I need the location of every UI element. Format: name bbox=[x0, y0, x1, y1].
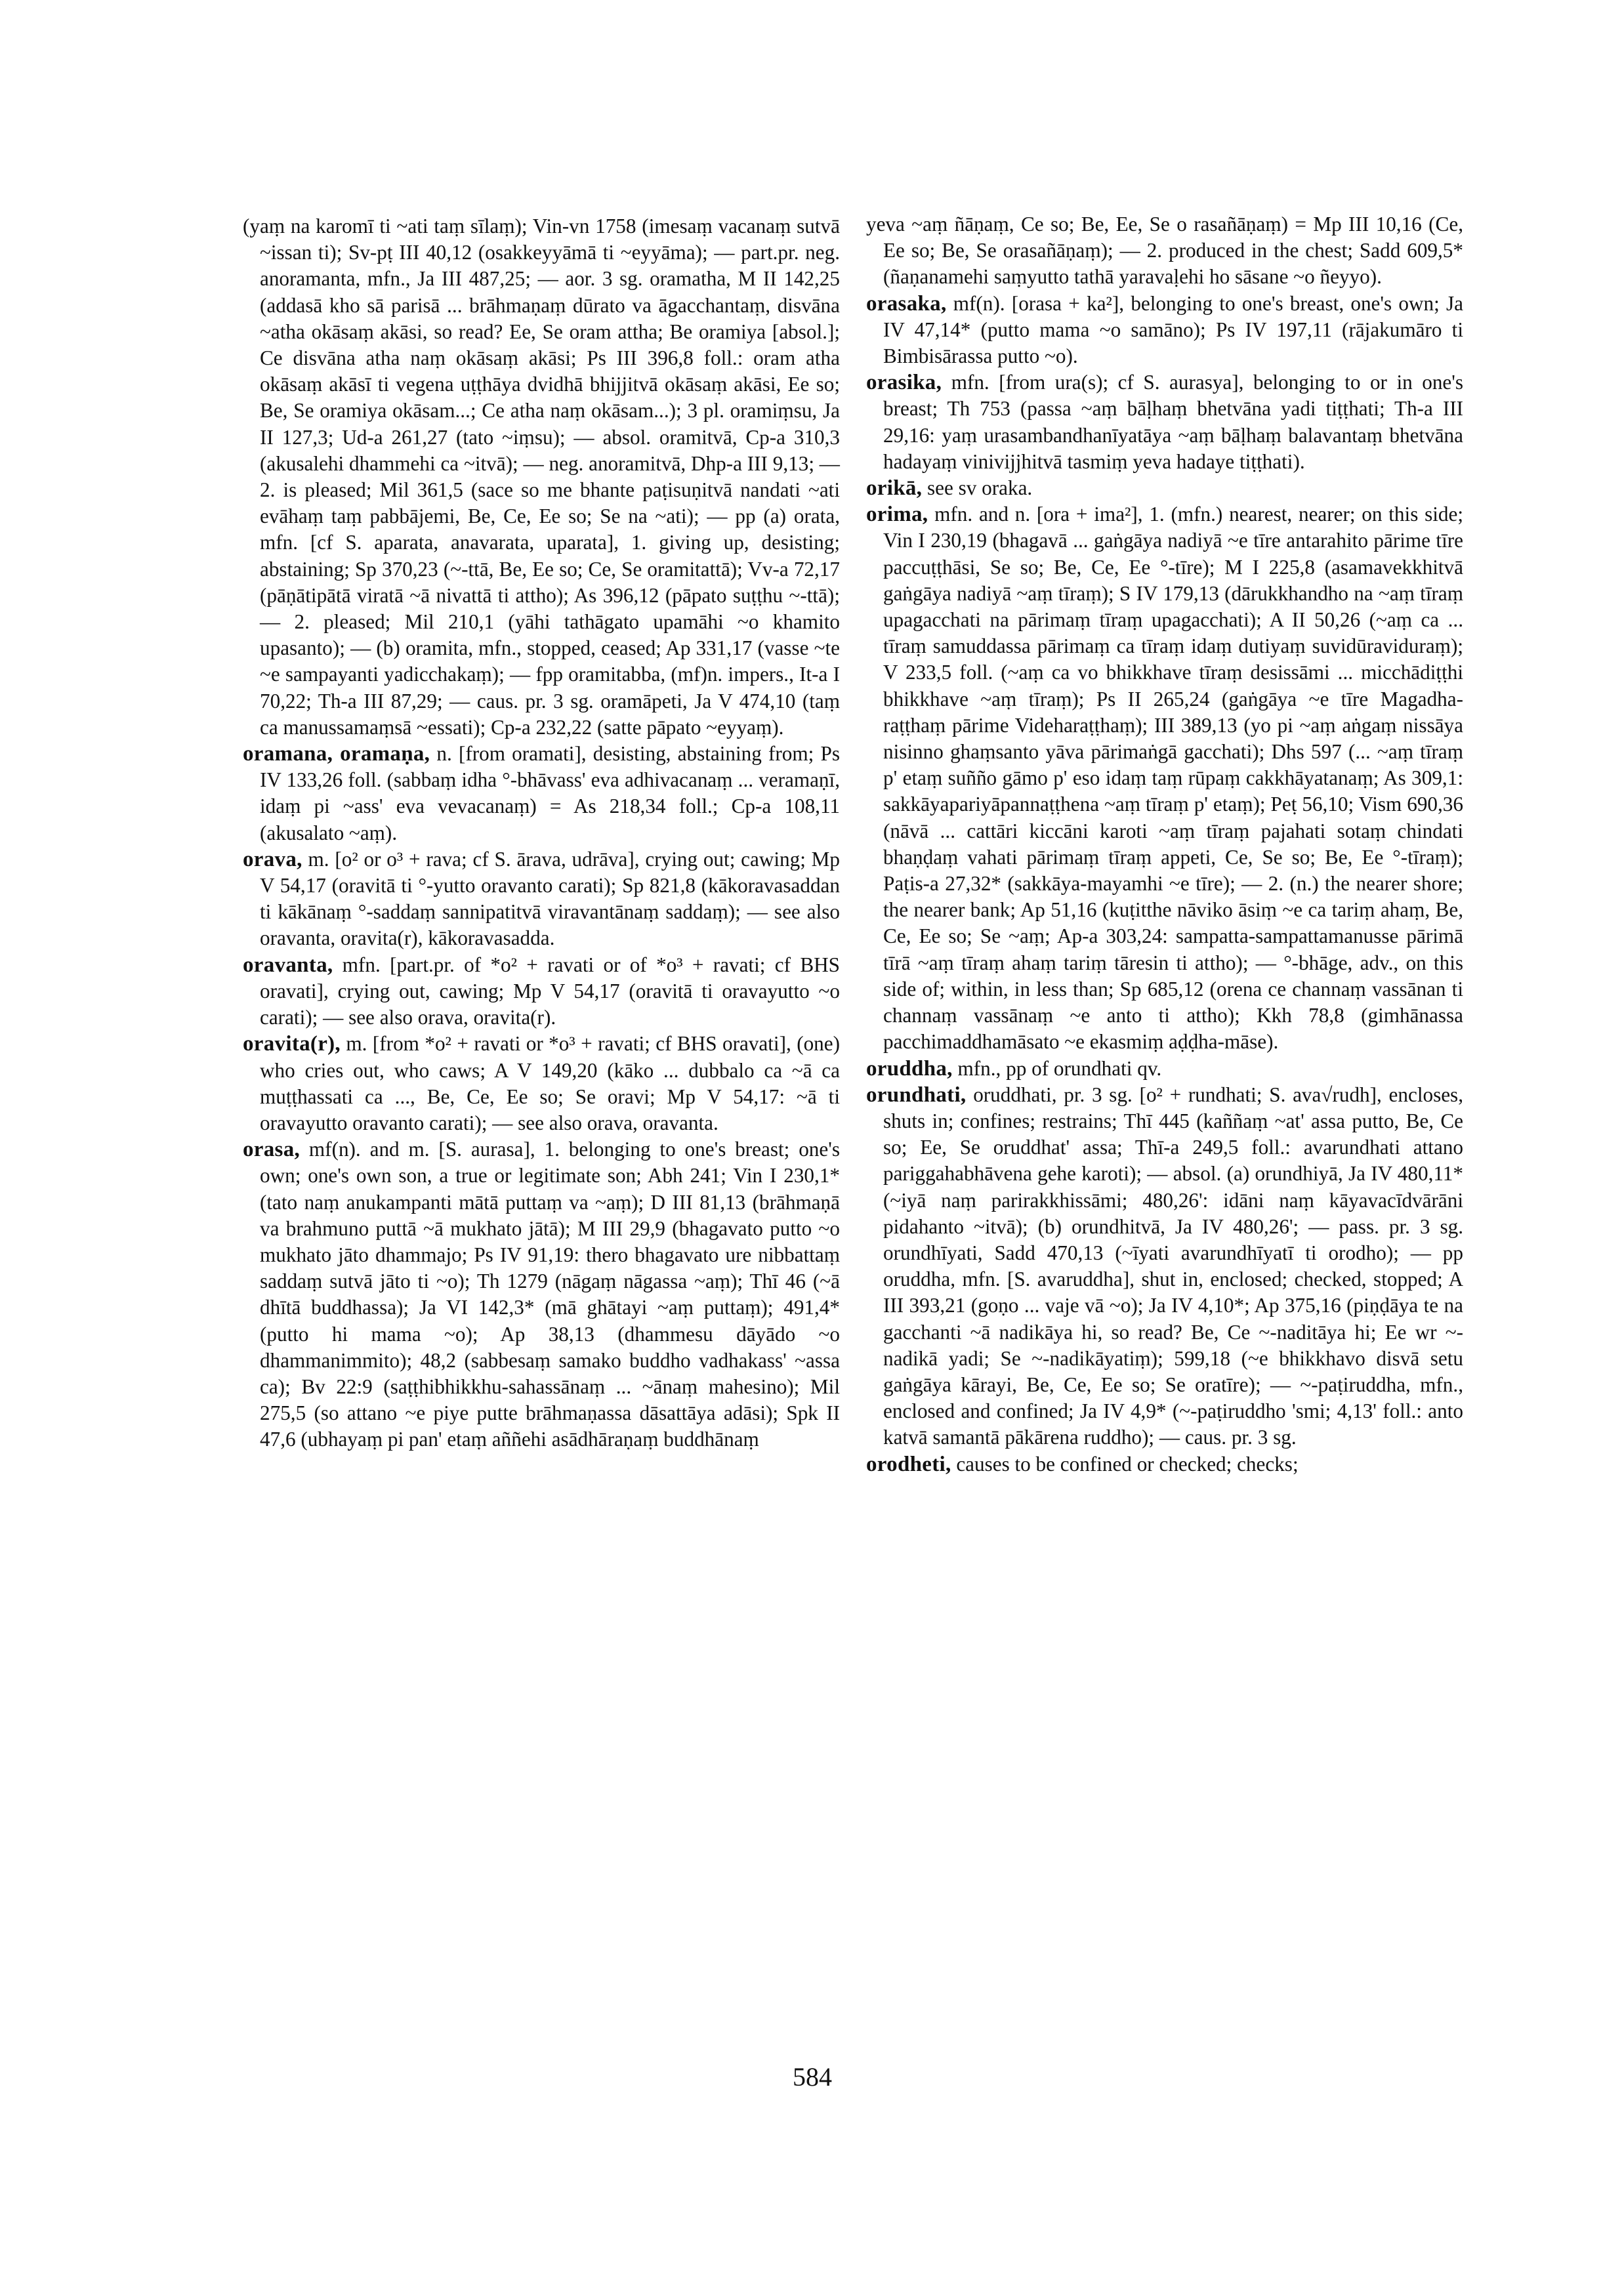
entry-orava: orava, m. [o² or o³ + rava; cf S. ārava, udrāva], crying out; cawing; Mp V 54,17 (oravitā ti °-yutto oravanto carati); Sp 821,8 (kākoravasaddan ti kākānaṃ °-saddaṃ sannipatitvā viravantānaṃ saddaṃ); — see also oravanta, oravita(r), kākoravasadda. bbox=[243, 847, 840, 950]
headword: orundhati, bbox=[866, 1083, 967, 1107]
headword: orodheti, bbox=[866, 1452, 951, 1476]
entry-orundhati: orundhati, oruddhati, pr. 3 sg. [o² + rundhati; S. ava√rudh], encloses, shuts in; confines; restrains; Thī 445 (kaññaṃ ~at' assa putto, Be, Ce so; Ee, Se oruddhat' assa; Thī-a 249,5 foll.: avarundhati attano pariggahabhāvena gehe karoti); — absol. (a) orundhiyā, Ja IV 480,11* (~iyā naṃ parirakkhissāmi; 480,26': idāni naṃ kāyavacīdvārāni pidahanto ~itvā); (b) orundhitvā, Ja IV 480,26'; — pass. pr. 3 sg. orundhīyati, Sadd 470,13 (~īyati avarundhīyatī ti orodho); — pp oruddha, mfn. [S. avaruddha], shut in, enclosed; checked, stopped; A III 393,21 (goṇo ... vaje vā ~o); Ja IV 4,10*; Ap 375,16 (piṇḍāya te na gacchanti ~ā nadikāya hi, so read? Be, Ce ~-naditāya hi; Ee wr ~-nadikā yadi; Se ~-nadikāyatiṃ); 599,18 (~e bhikkhavo disvā setu gaṅgāya kārayi, Be, Ce, Ee so; Se oratīre); — ~-paṭiruddha, mfn., enclosed and confined; Ja IV 4,9* (~-paṭiruddho 'smi; 4,13' foll.: anto katvā samantā pākārena ruddho); — caus. pr. 3 sg. bbox=[866, 1083, 1463, 1449]
entry-continuation: (yaṃ na karomī ti ~ati taṃ sīlaṃ); Vin-vn 1758 (imesaṃ vacanaṃ sutvā ~issan ti); Sv-pṭ III 40,12 (osakkeyyāmā ti ~eyyāma); — part.pr. neg. anoramanta, mfn., Ja III 487,25; — aor. 3 sg. oramatha, M II 142,25 (addasā kho sā parisā ... brāhmaṇaṃ dūrato va āgacchantaṃ, disvāna ~atha okāsaṃ akāsi, so read? Ee, Se oram attha; Be oramiya [absol.]; Ce disvāna atha naṃ okāsaṃ akāsi; Ps III 396,8 foll.: oram atha okāsaṃ akāsī ti vegena uṭṭhāya dvidhā bhijjitvā okāsaṃ akāsi, Ee so; Be, Se oramiya okāsam...; Ce atha naṃ okāsam...); 3 pl. oramiṃsu, Ja II 127,3; Ud-a 261,27 (tato ~iṃsu); — absol. oramitvā, Cp-a 310,3 (akusalehi dhammehi ca ~itvā); — neg. anoramitvā, Dhp-a III 9,13; — 2. is pleased; Mil 361,5 (sace so me bhante paṭisuṇitvā nandati ~ati evāhaṃ taṃ pabbājemi, Be, Ce, Ee so; Se na ~ati); — pp (a) orata, mfn. [cf S. aparata, anavarata, uparata], 1. giving up, desisting; abstaining; Sp 370,23 (~-ttā, Be, Ee so; Ce, Se oramitattā); Vv-a 72,17 (pāṇātipātā viratā ~ā nivattā ti attho); As 396,12 (pāpato suṭṭhu ~-ttā); — 2. pleased; Mil 210,1 (yāhi tathāgato upamāhi ~o khamito upasanto); — (b) oramita, mfn., stopped, ceased; Ap 331,17 (vasse ~te ~e sampayanti yadicchakaṃ); — fpp oramitabba, (mf)n. impers., It-a I 70,22; Th-a III 87,29; — caus. pr. 3 sg. oramāpeti, Ja V 474,10 (taṃ ca manussamaṃsā ~essati); Cp-a 232,22 (satte pāpato ~eyyaṃ). bbox=[243, 215, 840, 739]
entry-orika: orikā, see sv oraka. bbox=[866, 476, 1033, 501]
left-column bbox=[243, 213, 840, 1453]
entry-orima: orima, mfn. and n. [ora + ima²], 1. (mfn.) nearest, nearer; on this side; Vin I 230,19 (bhagavā ... gaṅgāya nadiyā ~e tīre antarahito pārime tīre paccuṭṭhāsi, Se so; Be, Ce, Ee °-tīre); M I 225,8 (asamavekkhitvā gaṅgāya nadiyā ~aṃ tīraṃ); S IV 179,13 (dārukkhandho na ~aṃ tīraṃ upagacchati na pārimaṃ tīraṃ upagacchati); A II 50,26 (~aṃ ca ... tīraṃ samuddassa pārimaṃ ca tīraṃ idaṃ dutiyaṃ suvidūraviduraṃ); V 233,5 foll. (~aṃ ca vo bhikkhave tīraṃ desissāmi ... micchādiṭṭhi bhikkhave ~aṃ tīraṃ); Ps II 265,24 (gaṅgāya ~e tīre Magadha-raṭṭhaṃ pārime Videharaṭṭhaṃ); III 389,13 (yo pi ~aṃ aṅgaṃ nissāya nisinno ghaṃsanto yāva pārimaṅgā gacchati); Dhs 597 (... ~aṃ tīraṃ p' etaṃ suñño gāmo p' eso idaṃ taṃ rūpaṃ cakkhāyatanaṃ; As 309,1: sakkāyapariyāpannaṭṭhena ~aṃ tīraṃ p' etaṃ); Peṭ 56,10; Vism 690,36 (nāvā ... cattāri kiccāni karoti ~aṃ tīraṃ pajahati sotaṃ chindati bhaṇḍaṃ vahati pārimaṃ tīraṃ appeti, Ce, Se so; Be, Ee °-tīraṃ); Paṭis-a 27,32* (sakkāya-mayamhi ~e tīre); — 2. (n.) the nearer shore; the nearer bank; Ap 51,16 (kuṭitthe nāviko āsiṃ ~e ca tariṃ ahaṃ, Be, Ce, Ee so; Se ~aṃ; Ap-a 303,24: sampatta-sampattamanusse pārimā tīrā ~aṃ tīraṃ ahaṃ tariṃ tāresin ti attho); — °-bhāge, adv., on this side of; within, in less than; Sp 685,12 (orena ce channaṃ vassānan ti channaṃ vassānaṃ ~e anto ti attho); Kkh 78,8 (gimhānassa pacchimaddhamāsato ~e ekasmiṃ aḍḍha-māse). bbox=[866, 503, 1464, 1054]
headword: orima, bbox=[866, 503, 928, 527]
entry-orasa: orasa, mf(n). and m. [S. aurasa], 1. belonging to one's breast; one's own; one's own son, a true or legitimate son; Abh 241; Vin I 230,1* (tato naṃ anukampanti mātā puttaṃ va ~aṃ); D III 81,13 (brāhmaṇā va brahmuno puttā ~ā mukhato jātā); M III 29,9 (bhagavato putto ~o mukhato jāto dhammajo; Ps IV 91,19: thero bhagavato ure nibbattaṃ saddaṃ sutvā jāto ti ~o); Th 1279 (nāgaṃ nāgassa ~aṃ); Thī 46 (~ā dhītā buddhassa); Ja VI 142,3* (mā ghātayi ~aṃ puttaṃ); 491,4* (putto hi mama ~o); Ap 38,13 (dhammesu dāyādo ~o dhammanimmito); 48,2 (sabbesaṃ samako buddho vadhakass' ~assa ca); Bv 22:9 (saṭṭhibhikkhu-sahassānaṃ ... ~ānaṃ mahesino); Mil 275,5 (so attano ~e piye putte brāhmaṇassa dāsattāya adāsi); Spk II 47,6 (ubhayaṃ pi pan' etaṃ aññehi asādhāraṇaṃ buddhānaṃ bbox=[243, 1138, 840, 1451]
entry-oruddha: oruddha, mfn., pp of orundhati qv. bbox=[866, 1056, 1162, 1081]
entry-orasika: orasika, mfn. [from ura(s); cf S. aurasya], belonging to or in one's breast; Th 753 (passa ~aṃ bāḷhaṃ bhetvāna yadi tiṭṭhati; Th-a III 29,16: yaṃ urasambandhanīyatāya ~aṃ bāḷhaṃ balavantaṃ bhetvāna hadayaṃ vinivijjhitvā tasmiṃ yeva hadaye tiṭṭhati). bbox=[866, 371, 1464, 473]
right-column bbox=[866, 211, 1463, 1478]
headword: oravita(r), bbox=[243, 1032, 341, 1056]
headword: orava, bbox=[243, 847, 302, 871]
headword: orasika, bbox=[866, 371, 942, 395]
entry-orasaka: orasaka, mf(n). [orasa + ka²], belonging to one's breast, one's own; Ja IV 47,14* (putto mama ~o samāno); Ps IV 197,11 (rājakumāro ti Bimbisārassa putto ~o). bbox=[866, 291, 1464, 368]
headword: orasa, bbox=[243, 1138, 301, 1162]
entry-oravitar: oravita(r), m. [from *o² + ravati or *o³ + ravati; cf BHS oravati], (one) who cries out, who caws; A V 149,20 (kāko ... dubbalo ca ~ā ca muṭṭhassati ca ..., Be, Ce, Ee so; Se oravi; Mp V 54,17: ~ā ti oravayutto oravanto carati); — see also orava, oravanta. bbox=[243, 1032, 841, 1134]
entry-continuation: yeva ~aṃ ñāṇaṃ, Ce so; Be, Ee, Se o rasañāṇaṃ) = Mp III 10,16 (Ce, Ee so; Be, Se orasañāṇaṃ); — 2. produced in the chest; Sadd 609,5* (ñaṇanamehi saṃyutto tathā yaravaḷehi ho sāsane ~o ñeyyo). bbox=[866, 213, 1463, 289]
page-number: 584 bbox=[793, 2062, 832, 2092]
headword: oramana, oramaṇa, bbox=[243, 742, 430, 766]
headword: orasaka, bbox=[866, 291, 947, 316]
headword: orikā, bbox=[866, 476, 923, 501]
entry-oravanta: oravanta, mfn. [part.pr. of *o² + ravati or of *o³ + ravati; cf BHS oravati], crying out, cawing; Mp V 54,17 (oravitā ti oravayutto ~o carati); — see also orava, oravita(r). bbox=[243, 953, 840, 1029]
headword: oravanta, bbox=[243, 953, 333, 977]
headword: oruddha, bbox=[866, 1056, 953, 1081]
entry-orodheti: orodheti, causes to be confined or checked; checks; bbox=[866, 1452, 1299, 1476]
entry-oramana: oramana, oramaṇa, n. [from oramati], desisting, abstaining from; Ps IV 133,26 foll. (sabbaṃ idha °-bhāvass' eva adhivacanaṃ ... veramaṇī, idaṃ pi ~ass' eva vevacanaṃ) = As 218,34 foll.; Cp-a 108,11 (akusalato ~aṃ). bbox=[243, 742, 840, 844]
